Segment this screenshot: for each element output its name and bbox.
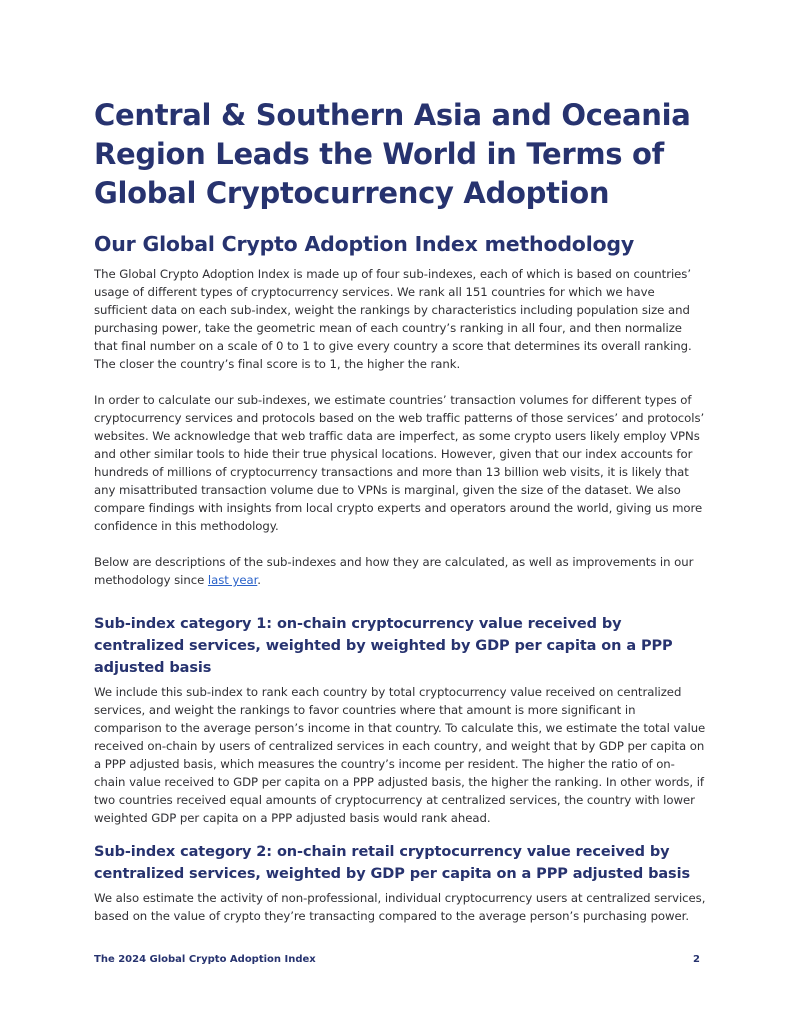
last-year-link[interactable]: last year [207,573,258,587]
footer-report-name: The 2024 Global Crypto Adoption Index [94,954,316,965]
subsection-heading-2: Sub-index category 2: on-chain retail cryptocurrency value received by centralized services, weighted by GDP per capita on a PPP adjusted basis [94,844,690,882]
section-heading-methodology: Our Global Crypto Adoption Index methodology [94,232,635,256]
document-page [94,96,706,925]
subsection-body-2: We also estimate the activity of non-professional, individual cryptocurrency users at centralized services, based on the value of crypto they’re transacting compared to the average person’s purchasing power. [94,891,706,923]
subsection-heading-1: Sub-index category 1: on-chain cryptocurrency value received by centralized services, weighted by weighted by GDP per capita on a PPP adjusted basis [94,616,673,676]
intro-end: . [257,573,261,587]
paragraph-intro [94,553,706,589]
footer-page-number: 2 [693,954,700,965]
paragraph-index-overview: The Global Crypto Adoption Index is made up of four sub-indexes, each of which is based on countries’ usage of different types of cryptocurrency services. We rank all 151 countries for which we have sufficient data on each sub-index, weight the rankings by characteristics including population size and purchasing power, take the geometric mean of each country’s ranking in all four, and then normalize that final number on a scale of 0 to 1 to give every country a score that determines its overall ranking. The closer the country’s final score is to 1, the higher the rank. [94,267,692,371]
intro-text: Below are descriptions of the sub-indexes and how they are calculated, as well as improvements in our methodology since [94,555,694,587]
page-title: Central & Southern Asia and Oceania Region Leads the World in Terms of Global Cryptocurrency Adoption [94,98,691,210]
subsection-body-1: We include this sub-index to rank each country by total cryptocurrency value received on centralized services, and weight the rankings to favor countries where that amount is more significant in comparison to the average person’s income in that country. To calculate this, we estimate the total value received on-chain by users of centralized services in each country, and weight that by GDP per capita on a PPP adjusted basis, which measures the country’s income per resident. The higher the ratio of on-chain value received to GDP per capita on a PPP adjusted basis, the higher the ranking. In other words, if two countries received equal amounts of cryptocurrency at centralized services, the country with lower weighted GDP per capita on a PPP adjusted basis would rank ahead. [94,685,706,825]
paragraph-sub-index-calculation: In order to calculate our sub-indexes, we estimate countries’ transaction volumes for different types of cryptocurrency services and protocols based on the web traffic patterns of those services’ and protocols’ websites. We acknowledge that web traffic data are imperfect, as some crypto users likely employ VPNs and other similar tools to hide their true physical locations. However, given that our index accounts for hundreds of millions of cryptocurrency transactions and more than 13 billion web visits, it is likely that any misattributed transaction volume due to VPNs is marginal, given the size of the dataset. We also compare findings with insights from local crypto experts and operators around the world, giving us more confidence in this methodology. [94,393,705,533]
page-footer [94,954,700,965]
